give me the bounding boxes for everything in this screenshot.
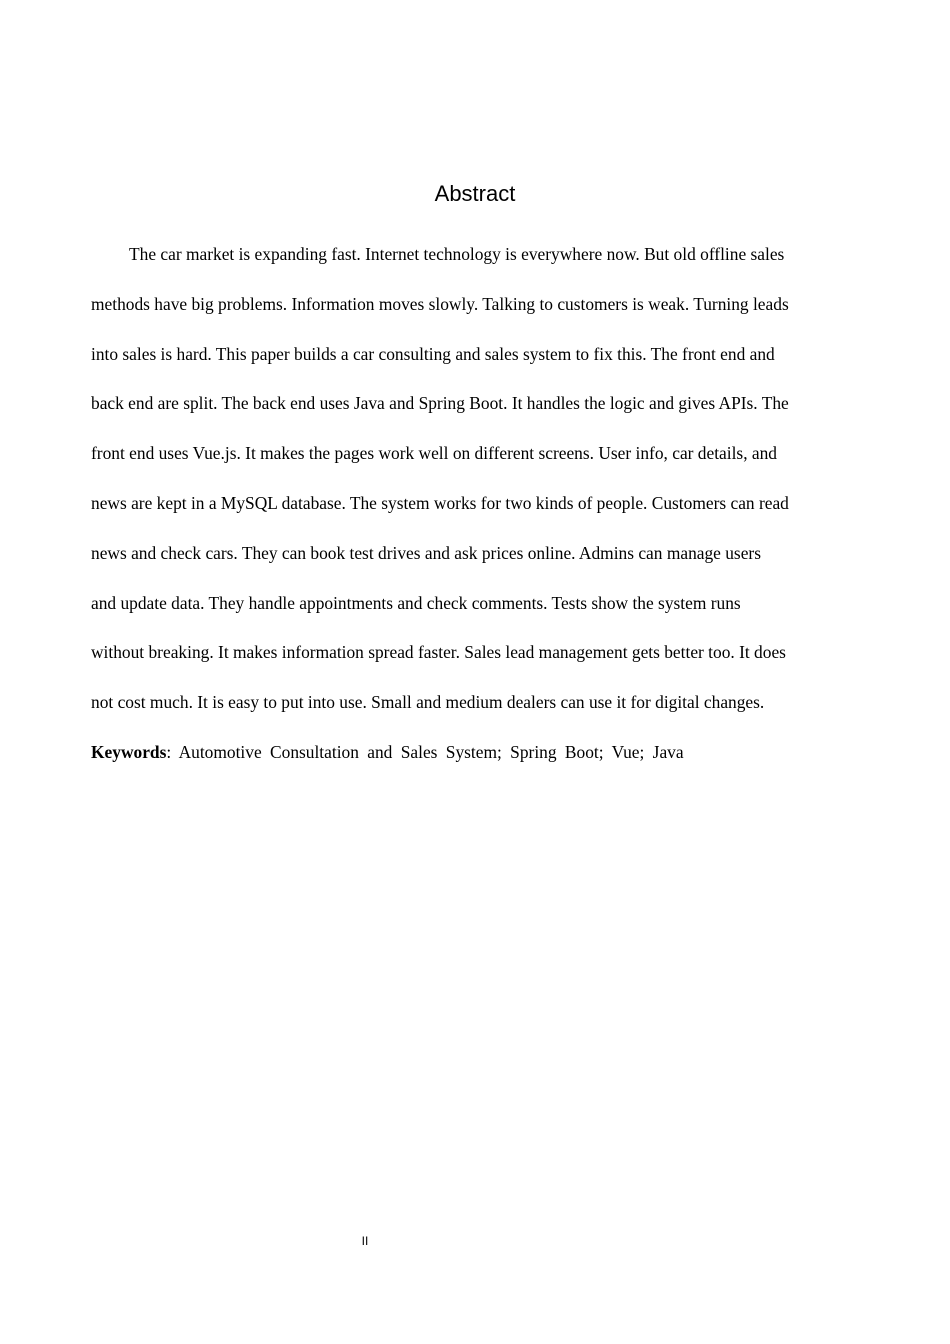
abstract-line: not cost much. It is easy to put into use. Small and medium dealers can use it for digital changes. xyxy=(91,692,765,713)
abstract-line: and update data. They handle appointments and check comments. Tests show the system runs xyxy=(91,592,741,613)
abstract-line: front end uses Vue.js. It makes the pages work well on different screens. User info, car details, and xyxy=(91,443,778,464)
abstract-line: news and check cars. They can book test drives and ask prices online. Admins can manage users xyxy=(91,542,761,563)
abstract-line: back end are split. The back end uses Java and Spring Boot. It handles the logic and gives APIs. The xyxy=(91,393,789,414)
abstract-line: into sales is hard. This paper builds a car consulting and sales system to fix this. The front end and xyxy=(91,343,775,364)
abstract-body xyxy=(91,230,861,728)
abstract-line: without breaking. It makes information spread faster. Sales lead management gets better too. It does xyxy=(91,642,786,663)
abstract-line: methods have big problems. Information moves slowly. Talking to customers is weak. Turning leads xyxy=(91,293,789,314)
keywords-separator: : xyxy=(166,742,172,762)
keywords-label: Keywords xyxy=(91,742,167,762)
abstract-title: Abstract xyxy=(434,181,516,206)
keywords-line xyxy=(91,739,871,765)
page-number: II xyxy=(361,1234,369,1248)
keywords-text: Automotive Consultation and Sales System; Spring Boot; Vue; Java xyxy=(178,742,684,762)
abstract-line: news are kept in a MySQL database. The system works for two kinds of people. Customers can read xyxy=(91,492,789,513)
abstract-line: The car market is expanding fast. Internet technology is everywhere now. But old offline sales xyxy=(129,244,785,264)
